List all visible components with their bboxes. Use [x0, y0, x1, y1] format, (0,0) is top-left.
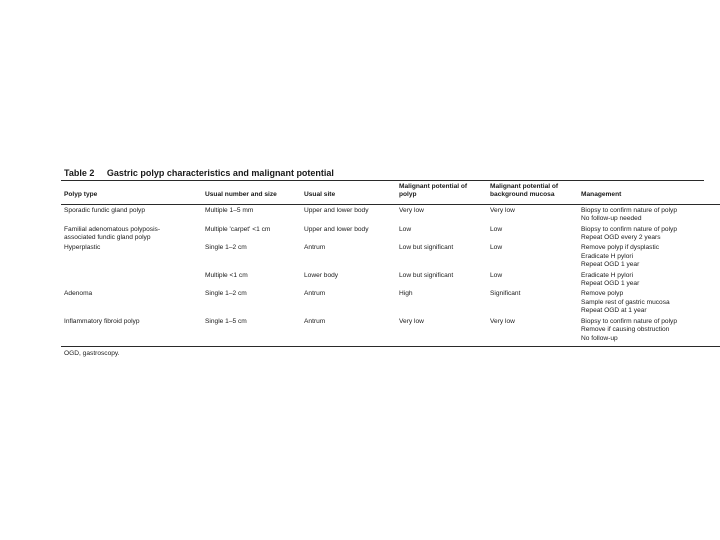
cell-site: Antrum	[304, 317, 326, 325]
cell-management: Biopsy to confirm nature of polyp	[581, 225, 678, 233]
cell-number-size	[203, 280, 302, 288]
cell-polyp-type	[61, 215, 203, 223]
cell-number-size: Single 1–2 cm	[205, 244, 247, 252]
cell-management: Biopsy to confirm nature of polyp	[581, 206, 678, 214]
cell-number-size	[203, 234, 302, 242]
cell-management: Eradicate H pylori	[581, 252, 634, 260]
cell-polyp-type	[61, 335, 203, 347]
table-caption	[64, 168, 704, 178]
cell-site	[302, 299, 397, 307]
table-row	[61, 253, 720, 261]
cell-management: Eradicate H pylori	[581, 271, 634, 279]
table-title: Gastric polyp characteristics and malignant potential	[106, 168, 334, 178]
cell-number-size: Multiple 'carpet' <1 cm	[205, 225, 271, 233]
cell-management: Repeat OGD at 1 year	[581, 307, 647, 315]
polyp-table	[61, 181, 720, 347]
cell-malignant-mucosa	[488, 253, 579, 261]
cell-management: Remove polyp	[581, 290, 624, 298]
cell-number-size	[203, 215, 302, 223]
cell-polyp-type: Inflammatory fibroid polyp	[64, 317, 140, 325]
cell-malignant-mucosa: Significant	[490, 290, 521, 298]
cell-site	[302, 326, 397, 334]
cell-malignant-mucosa	[488, 335, 579, 347]
table-row	[61, 307, 720, 315]
header-polyp-type: Polyp type	[61, 181, 203, 204]
cell-management: Sample rest of gastric mucosa	[581, 298, 670, 306]
cell-malignant-polyp: Low but significant	[399, 244, 454, 252]
table-row	[61, 261, 720, 269]
cell-malignant-polyp	[397, 280, 488, 288]
table-row	[61, 280, 720, 288]
cell-site	[302, 335, 397, 347]
cell-malignant-polyp: Low but significant	[399, 271, 454, 279]
cell-number-size	[203, 307, 302, 315]
table-row	[61, 299, 720, 307]
table-row	[61, 224, 720, 234]
cell-management: Biopsy to confirm nature of polyp	[581, 317, 678, 325]
table-label: Table 2	[64, 168, 95, 178]
cell-polyp-type: Hyperplastic	[64, 244, 101, 252]
cell-number-size	[203, 326, 302, 334]
cell-number-size: Multiple 1–5 mm	[205, 206, 254, 214]
cell-polyp-type: associated fundic gland polyp	[64, 234, 151, 242]
cell-malignant-mucosa	[488, 261, 579, 269]
table-row	[61, 288, 720, 298]
cell-management: No follow-up	[579, 335, 720, 347]
header-usual-site: Usual site	[302, 181, 397, 204]
cell-malignant-mucosa: Very low	[490, 206, 515, 214]
cell-management: Repeat OGD 1 year	[581, 280, 640, 288]
cell-number-size: Single 1–5 cm	[205, 317, 247, 325]
table-footnote: OGD, gastroscopy.	[64, 349, 120, 357]
table-figure	[61, 168, 704, 357]
table-row	[61, 234, 720, 242]
cell-polyp-type	[61, 280, 203, 288]
cell-malignant-polyp	[397, 215, 488, 223]
cell-site: Antrum	[304, 244, 326, 252]
cell-polyp-type	[61, 270, 203, 280]
cell-management: Remove polyp if dysplastic	[581, 244, 660, 252]
cell-polyp-type	[61, 261, 203, 269]
cell-malignant-polyp	[397, 326, 488, 334]
cell-malignant-polyp	[397, 335, 488, 347]
cell-polyp-type	[61, 299, 203, 307]
cell-site	[302, 215, 397, 223]
cell-malignant-mucosa	[488, 215, 579, 223]
cell-site	[302, 253, 397, 261]
table-body	[61, 204, 720, 346]
cell-number-size	[203, 253, 302, 261]
cell-polyp-type: Familial adenomatous polyposis-	[64, 225, 161, 233]
table-row	[61, 270, 720, 280]
cell-site	[302, 280, 397, 288]
cell-malignant-mucosa	[488, 280, 579, 288]
header-usual-number-size: Usual number and size	[203, 181, 302, 204]
cell-number-size	[203, 261, 302, 269]
cell-site: Upper and lower body	[304, 225, 369, 233]
table-row	[61, 335, 720, 347]
cell-number-size	[203, 299, 302, 307]
header-management: Management	[579, 181, 720, 204]
cell-malignant-mucosa: Low	[490, 271, 503, 279]
cell-polyp-type	[61, 307, 203, 315]
cell-malignant-polyp: High	[399, 290, 413, 298]
cell-malignant-mucosa	[488, 234, 579, 242]
cell-number-size: Single 1–2 cm	[205, 290, 247, 298]
header-malignant-potential-mucosa: Malignant potential of background mucosa	[488, 181, 579, 204]
header-row	[61, 181, 720, 204]
table-row	[61, 326, 720, 334]
cell-malignant-mucosa	[488, 307, 579, 315]
cell-malignant-polyp: Low	[399, 225, 412, 233]
cell-malignant-polyp	[397, 261, 488, 269]
cell-polyp-type	[61, 253, 203, 261]
cell-malignant-polyp	[397, 253, 488, 261]
cell-malignant-polyp: Very low	[399, 317, 424, 325]
header-malignant-potential-polyp: Malignant potential of polyp	[397, 181, 488, 204]
cell-site: Lower body	[304, 271, 339, 279]
table-row	[61, 215, 720, 223]
cell-number-size	[203, 335, 302, 347]
cell-management: Remove if causing obstruction	[581, 326, 670, 334]
table-row	[61, 316, 720, 326]
cell-malignant-polyp	[397, 234, 488, 242]
cell-number-size: Multiple <1 cm	[205, 271, 248, 279]
cell-site: Antrum	[304, 290, 326, 298]
cell-malignant-polyp: Very low	[399, 206, 424, 214]
cell-site: Upper and lower body	[304, 206, 369, 214]
cell-management: No follow-up needed	[581, 215, 642, 223]
cell-polyp-type: Sporadic fundic gland polyp	[64, 206, 146, 214]
cell-polyp-type: Adenoma	[64, 290, 93, 298]
cell-malignant-mucosa: Low	[490, 244, 503, 252]
cell-management: Repeat OGD every 2 years	[581, 234, 661, 242]
table-row	[61, 204, 720, 215]
cell-site	[302, 261, 397, 269]
cell-site	[302, 307, 397, 315]
cell-polyp-type	[61, 326, 203, 334]
cell-malignant-mucosa	[488, 326, 579, 334]
cell-site	[302, 234, 397, 242]
cell-malignant-mucosa	[488, 299, 579, 307]
cell-malignant-mucosa: Very low	[490, 317, 515, 325]
cell-malignant-polyp	[397, 307, 488, 315]
cell-management: Repeat OGD 1 year	[581, 261, 640, 269]
cell-malignant-mucosa: Low	[490, 225, 503, 233]
table-row	[61, 242, 720, 252]
cell-malignant-polyp	[397, 299, 488, 307]
